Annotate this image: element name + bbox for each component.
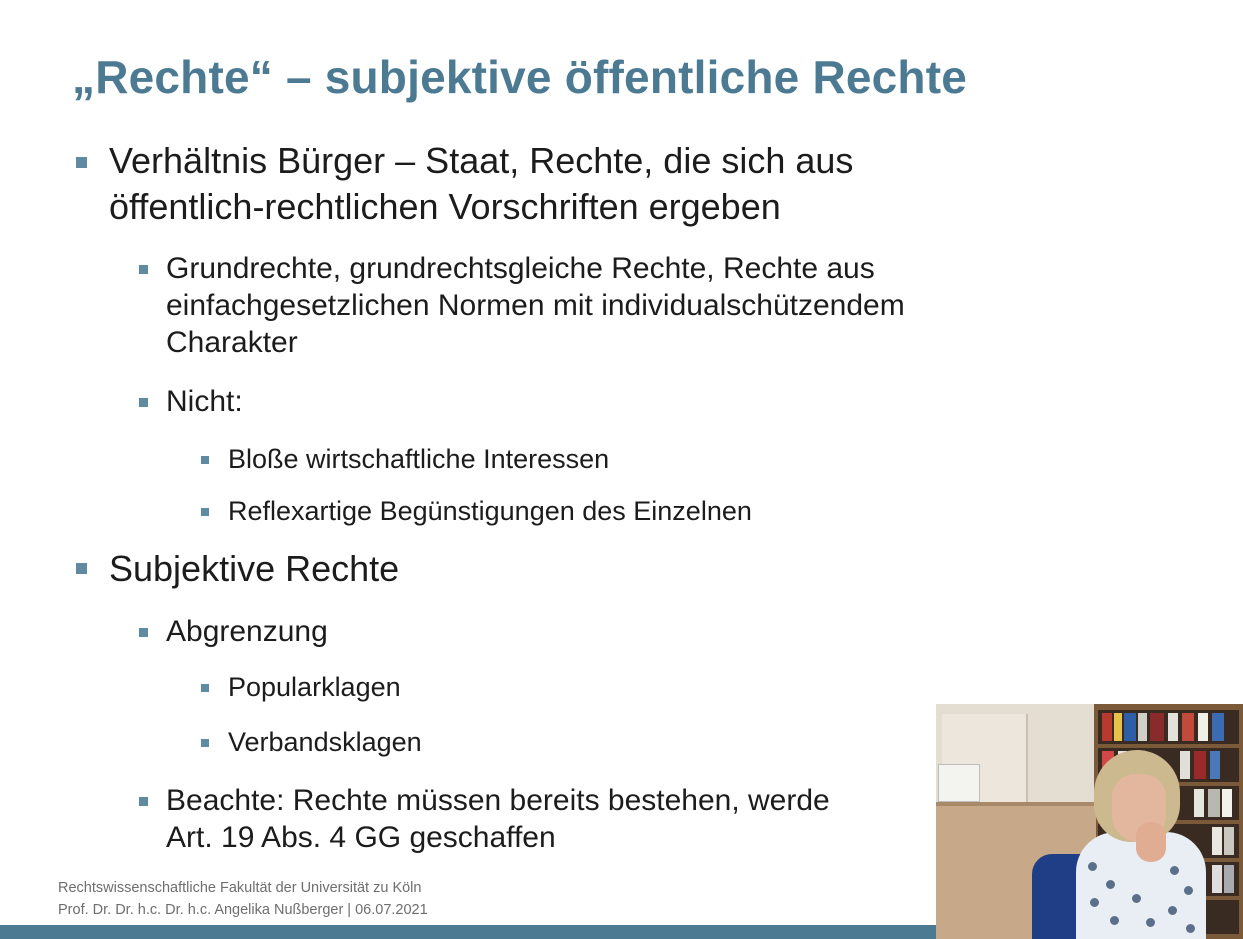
bullet-text-line: Verhältnis Bürger – Staat, Rechte, die sich aus — [109, 140, 854, 181]
webcam-book — [1138, 713, 1147, 741]
bullet-text-line: Abgrenzung — [166, 615, 328, 648]
webcam-book — [1194, 789, 1204, 817]
bullet-text-line: Reflexartige Begünstigungen des Einzelnen — [228, 496, 752, 526]
bullet-square-icon — [139, 797, 148, 806]
blouse-dot — [1146, 918, 1155, 927]
bullet-square-icon — [139, 265, 148, 274]
blouse-dot — [1186, 924, 1195, 933]
bullet-square-icon — [139, 398, 148, 407]
blouse-dot — [1170, 866, 1179, 875]
bullet-text-line: Verbandsklagen — [228, 727, 422, 757]
bullet-text-line: Subjektive Rechte — [109, 548, 400, 589]
webcam-book — [1210, 751, 1220, 779]
bullet-text-line: Bloße wirtschaftliche Interessen — [228, 444, 610, 474]
blouse-dot — [1090, 898, 1099, 907]
bullet-text-line: Grundrechte, grundrechtsgleiche Rechte, Rechte aus — [166, 252, 875, 285]
webcam-book — [1150, 713, 1164, 741]
blouse-dot — [1168, 906, 1177, 915]
webcam-person-hand — [1136, 822, 1166, 862]
bullet-text-line: Charakter — [166, 326, 298, 359]
webcam-book — [1198, 713, 1208, 741]
webcam-book — [1124, 713, 1136, 741]
bullet-square-icon — [76, 563, 87, 574]
blouse-dot — [1132, 894, 1141, 903]
webcam-book — [1180, 751, 1190, 779]
webcam-book — [1168, 713, 1178, 741]
blouse-dot — [1184, 886, 1193, 895]
bullet-square-icon — [201, 739, 209, 747]
webcam-book — [1212, 827, 1222, 855]
bullet-square-icon — [76, 157, 87, 168]
blouse-dot — [1106, 880, 1115, 889]
webcam-book — [1114, 713, 1122, 741]
webcam-book — [1224, 865, 1234, 893]
footer-accent-bar — [0, 925, 940, 939]
webcam-video-feed — [936, 704, 1243, 939]
webcam-book — [1194, 751, 1206, 779]
bullet-square-icon — [201, 508, 209, 516]
bullet-text-line: Popularklagen — [228, 672, 401, 702]
bullet-square-icon — [201, 684, 209, 692]
bullet-text-line: öffentlich-rechtlichen Vorschriften ergeben — [109, 186, 781, 227]
webcam-book — [1208, 789, 1220, 817]
bullet-square-icon — [201, 456, 209, 464]
webcam-book — [1212, 865, 1222, 893]
slide-title: „Rechte“ – subjektive öffentliche Rechte — [72, 51, 968, 103]
webcam-papers — [938, 764, 980, 802]
blouse-dot — [1110, 916, 1119, 925]
bullet-text-line: Nicht: — [166, 385, 243, 418]
bullet-text-line: Beachte: Rechte müssen bereits bestehen, werde — [166, 784, 830, 817]
bullet-square-icon — [139, 628, 148, 637]
webcam-book — [1102, 713, 1112, 741]
webcam-book — [1182, 713, 1194, 741]
footer-faculty: Rechtswissenschaftliche Fakultät der Universität zu Köln — [58, 880, 422, 896]
blouse-dot — [1088, 862, 1097, 871]
webcam-book — [1224, 827, 1234, 855]
webcam-book — [1212, 713, 1224, 741]
footer-presenter-date: Prof. Dr. Dr. h.c. Dr. h.c. Angelika Nußberger | 06.07.2021 — [58, 902, 428, 918]
bullet-text-line: Art. 19 Abs. 4 GG geschaffen — [166, 821, 556, 854]
webcam-book — [1222, 789, 1232, 817]
bullet-text-line: einfachgesetzlichen Normen mit individualschützendem — [166, 289, 905, 322]
